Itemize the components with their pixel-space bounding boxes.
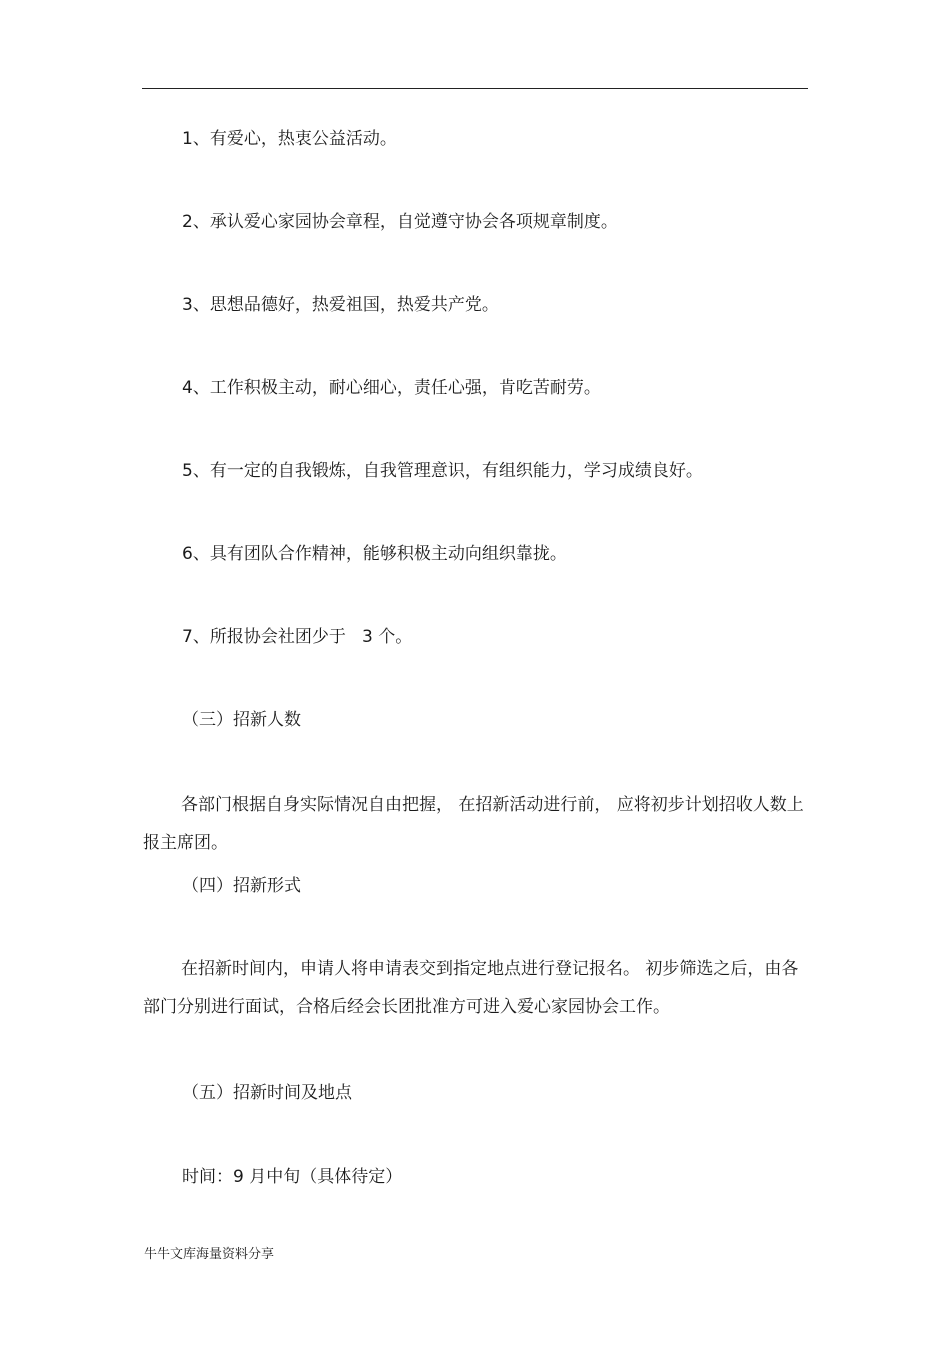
requirement-item-5: 5、有一定的自我锻炼，自我管理意识，有组织能力，学习成绩良好。 [182,461,703,481]
requirement-item-4: 4、工作积极主动，耐心细心，责任心强，肯吃苦耐劳。 [182,378,601,398]
section-heading-recruit-count: （三）招新人数 [182,710,301,730]
paragraph-recruit-form-text: 在招新时间内，申请人将申请表交到指定地点进行登记报名。 初步筛选之后，由各部门分别进行面试，合格后经会长团批准方可进入爱心家园协会工作。 [143,959,799,1017]
paragraph-recruit-count-text: 各部门根据自身实际情况自由把握， 在招新活动进行前， 应将初步计划招收人数上报主席团。 [143,795,804,853]
footer-source: 牛牛文库海量资料分享 [144,1247,275,1262]
section-heading-recruit-form: （四）招新形式 [182,876,301,896]
header-rule [142,88,808,89]
requirement-item-3: 3、思想品德好，热爱祖国，热爱共产党。 [182,295,499,315]
paragraph-recruit-count [143,786,809,862]
section-heading-time-place: （五）招新时间及地点 [182,1083,352,1103]
paragraph-recruit-form [143,950,809,1026]
requirement-item-6: 6、具有团队合作精神，能够积极主动向组织靠拢。 [182,544,567,564]
recruit-time-line: 时间：9 月中旬（具体待定） [182,1167,403,1187]
requirement-item-7: 7、所报协会社团少于 3 个。 [182,627,413,647]
requirement-item-1: 1、有爱心，热衷公益活动。 [182,129,397,149]
requirement-item-2: 2、承认爱心家园协会章程，自觉遵守协会各项规章制度。 [182,212,618,232]
